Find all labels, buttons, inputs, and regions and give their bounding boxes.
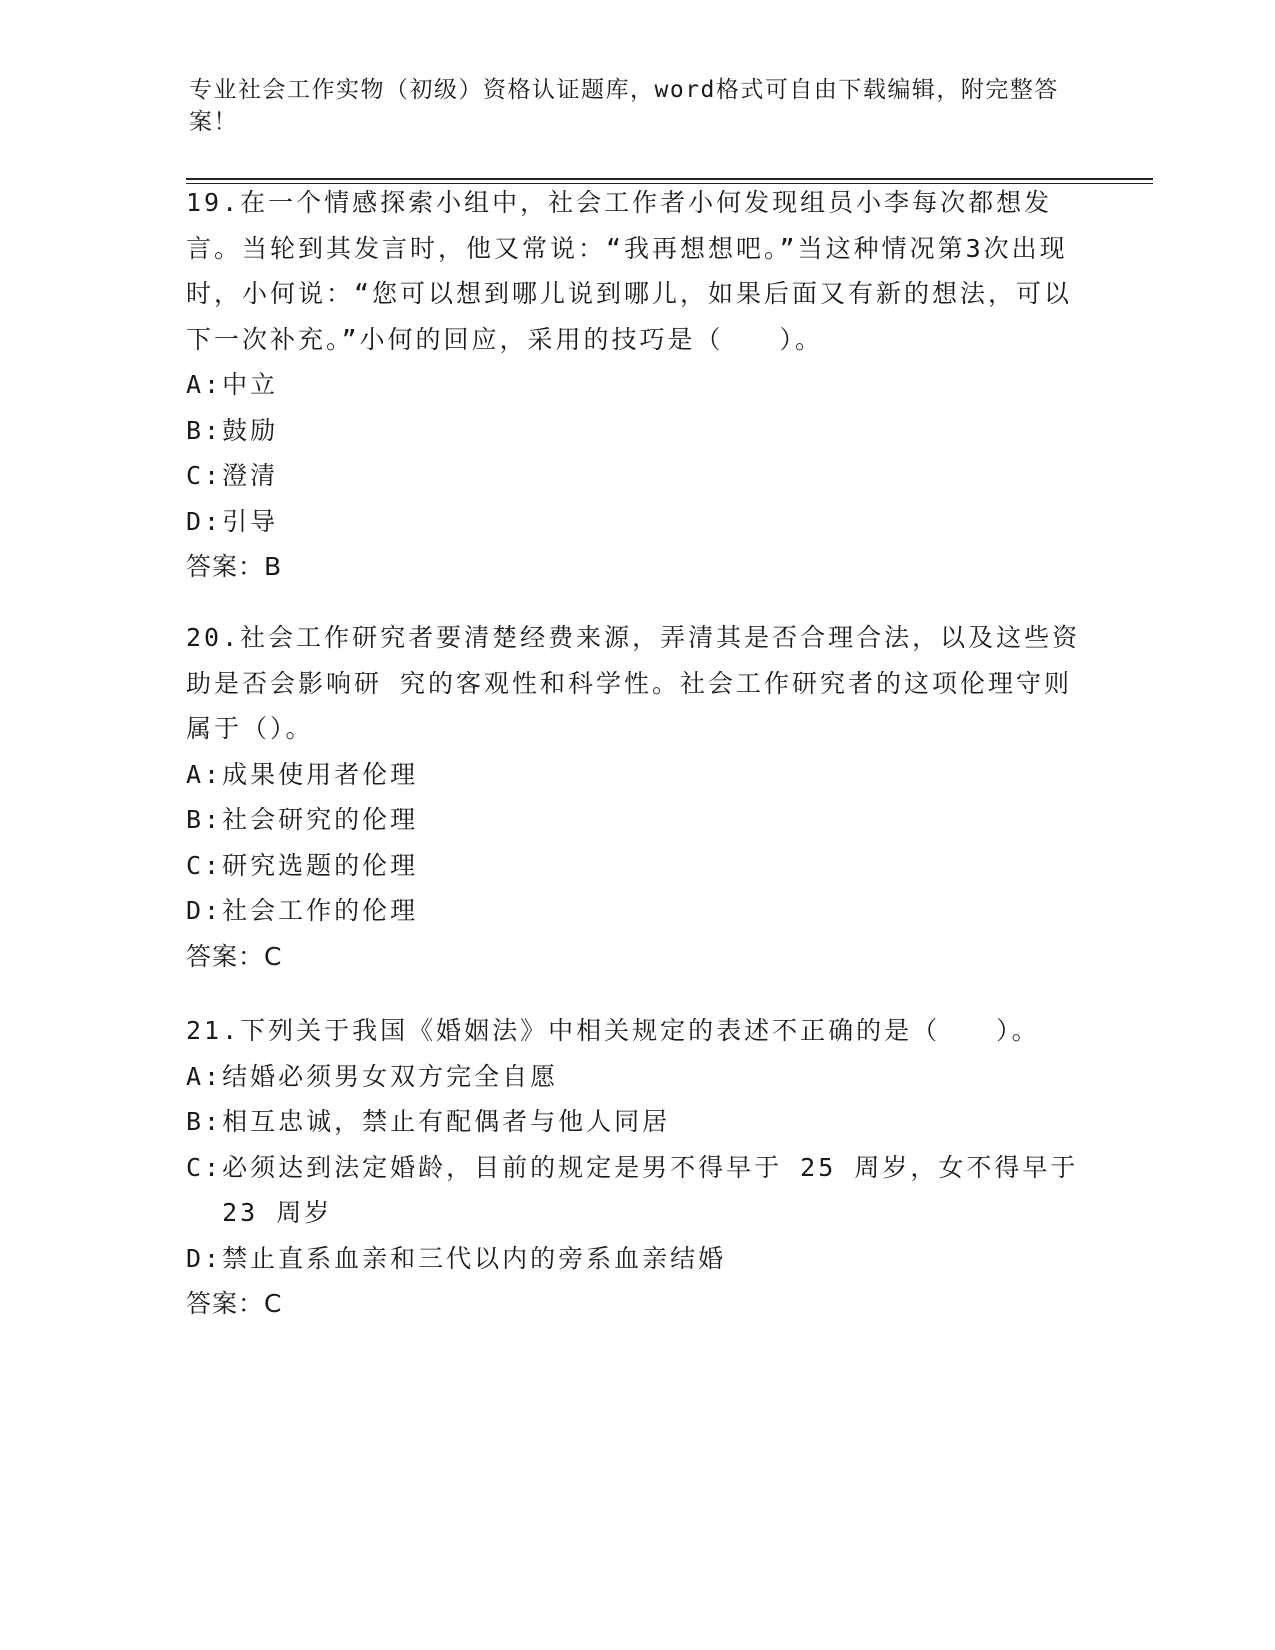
option-letter: C: — [186, 850, 223, 880]
question-stem: 20.社会工作研究者要清楚经费来源，弄清其是否合理合法，以及这些资助是否会影响研 究的客观性和科学性。社会工作研究者的这项伦理守则属于（）。 — [186, 623, 1081, 743]
option-a — [186, 752, 1086, 798]
option-c — [186, 453, 1086, 499]
option-letter: C: — [186, 461, 223, 490]
option-d — [186, 888, 1086, 934]
option-a — [186, 1054, 1086, 1100]
question-stem: 21.下列关于我国《婚姻法》中相关规定的表述不正确的是（ ）。 — [186, 1016, 1040, 1045]
option-text: 必须达到法定婚龄，目前的规定是男不得早于 25 周岁，女不得早于 23 周岁 — [222, 1152, 1079, 1227]
option-letter: D: — [186, 896, 223, 925]
option-text: 成果使用者伦理 — [222, 759, 419, 789]
option-letter: B: — [186, 805, 223, 834]
option-text: 社会工作的伦理 — [222, 896, 419, 925]
option-text: 禁止直系血亲和三代以内的旁系血亲结婚 — [222, 1243, 727, 1273]
option-d — [186, 1236, 1086, 1282]
question-21 — [186, 1008, 1086, 1326]
option-d — [186, 499, 1086, 545]
option-letter: A: — [186, 1061, 223, 1091]
option-text: 研究选题的伦理 — [222, 850, 419, 880]
option-b — [186, 408, 1086, 454]
option-text: 澄清 — [222, 461, 279, 490]
option-text: 引导 — [222, 506, 279, 536]
option-c — [186, 843, 1086, 889]
question-stem: 19.在一个情感探索小组中，社会工作者小何发现组员小李每次都想发言。当轮到其发言时，他又常说：“我再想想吧。”当这种情况第3次出现时，小何说：“您可以想到哪儿说到哪儿，如果后面又有新的想法，可以下一次补充。”小何的回应，采用的技巧是（ ）。 — [186, 188, 1073, 354]
option-text: 结婚必须男女双方完全自愿 — [222, 1061, 559, 1091]
option-text: 中立 — [222, 370, 279, 399]
option-letter: B: — [186, 415, 223, 445]
option-text: 社会研究的伦理 — [222, 805, 419, 834]
option-a — [186, 362, 1086, 408]
option-letter: A: — [186, 759, 223, 789]
document-header-title: 专业社会工作实物（初级）资格认证题库，word格式可自由下载编辑，附完整答案！ — [189, 77, 1059, 135]
answer-label: 答案：C — [186, 941, 283, 971]
option-letter: B: — [186, 1107, 223, 1136]
option-letter: D: — [186, 1243, 223, 1273]
option-text: 鼓励 — [222, 415, 279, 445]
option-letter: A: — [186, 370, 223, 399]
question-19 — [186, 180, 1086, 589]
answer-label: 答案：B — [186, 552, 283, 581]
option-b — [186, 1099, 1086, 1145]
option-c — [186, 1145, 1086, 1236]
option-letter: C: — [186, 1152, 223, 1182]
option-text: 相互忠诚，禁止有配偶者与他人同居 — [222, 1107, 671, 1136]
answer-label: 答案：C — [186, 1289, 283, 1318]
option-letter: D: — [186, 506, 223, 536]
question-20 — [186, 615, 1086, 979]
option-b — [186, 797, 1086, 843]
